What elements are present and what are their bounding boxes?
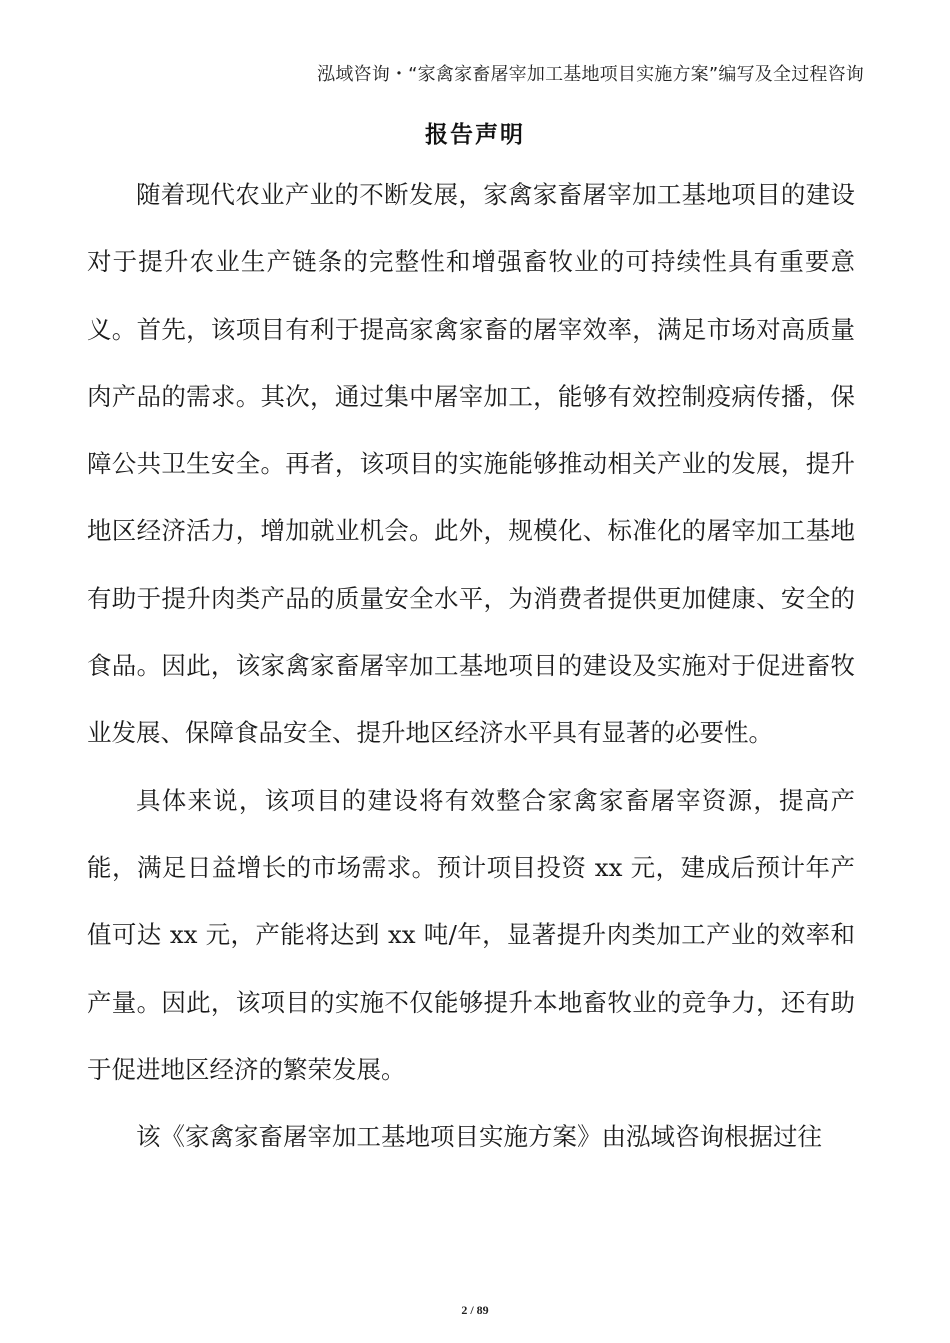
paragraph-1: 随着现代农业产业的不断发展，家禽家畜屠宰加工基地项目的建设对于提升农业生产链条的完整性和增强畜牧业的可持续性具有重要意义。首先，该项目有利于提高家禽家畜的屠宰效率，满足市场对高质量肉产品的需求。其次，通过集中屠宰加工，能够有效控制疫病传播，保障公共卫生安全。再者，该项目的实施能够推动相关产业的发展，提升地区经济活力，增加就业机会。此外，规模化、标准化的屠宰加工基地有助于提升肉类产品的质量安全水平，为消费者提供更加健康、安全的食品。因此，该家禽家畜屠宰加工基地项目的建设及实施对于促进畜牧业发展、保障食品安全、提升地区经济水平具有显著的必要性。 (87, 180, 855, 748)
document-body (87, 161, 855, 1170)
paragraph-2: 具体来说，该项目的建设将有效整合家禽家畜屠宰资源，提高产能，满足日益增长的市场需求。预计项目投资 xx 元，建成后预计年产值可达 xx 元，产能将达到 xx 吨/年，显著提升肉类加工产业的效率和产量。因此，该项目的实施不仅能够提升本地畜牧业的竞争力，还有助于促进地区经济的繁荣发展。 (87, 785, 855, 1084)
paragraph-3: 该《家禽家畜屠宰加工基地项目实施方案》由泓域咨询根据过往 (136, 1122, 822, 1152)
page-number: 2 / 89 (461, 1303, 489, 1317)
running-header: 泓域咨询・“家禽家畜屠宰加工基地项目实施方案”编写及全过程咨询 (317, 64, 864, 85)
page-title: 报告声明 (425, 122, 525, 148)
